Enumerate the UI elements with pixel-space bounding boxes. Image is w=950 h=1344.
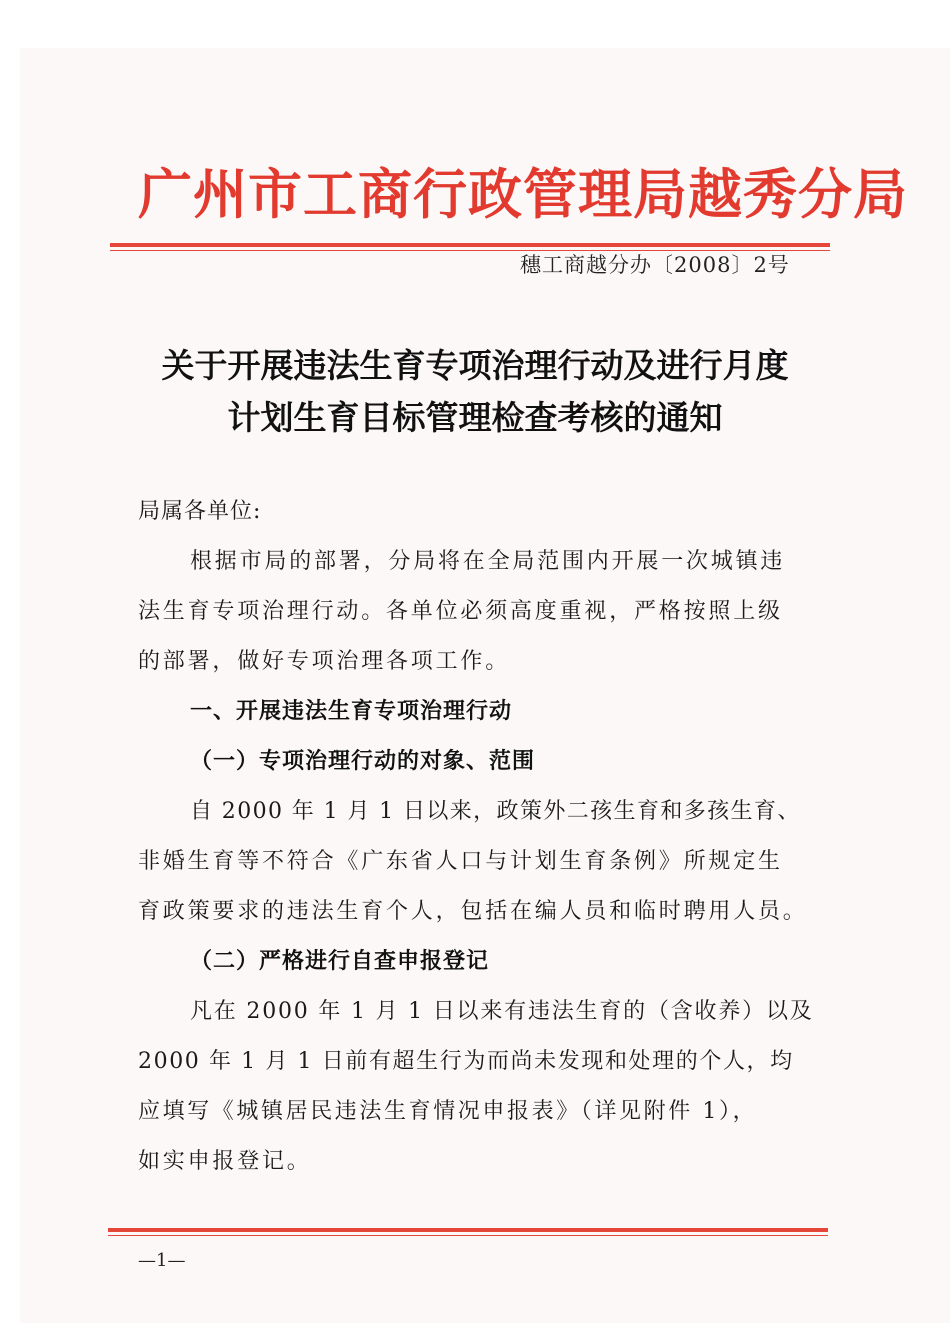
intro-line-1: 根据市局的部署，分局将在全局范围内开展一次城镇违 <box>190 549 786 574</box>
document-title-line-1: 关于开展违法生育专项治理行动及进行月度 <box>161 346 789 385</box>
section-1-1-line-3: 育政策要求的违法生育个人，包括在编人员和临时聘用人员。 <box>138 899 808 924</box>
section-1-2-line-3: 应填写《城镇居民违法生育情况申报表》（详见附件 1）， <box>138 1099 758 1124</box>
letterhead-rule-thick <box>110 243 830 247</box>
section-1-heading: 一、开展违法生育专项治理行动 <box>190 699 513 724</box>
section-1-2-heading: （二）严格进行自查申报登记 <box>190 949 490 974</box>
footer-rule-thin <box>108 1235 828 1236</box>
section-1-2-line-1: 凡在 2000 年 1 月 1 日以来有违法生育的（含收养）以及 <box>190 999 814 1024</box>
intro-line-3: 的部署，做好专项治理各项工作。 <box>138 649 511 674</box>
section-1-2-line-4: 如实申报登记。 <box>138 1149 312 1174</box>
section-1-1-line-1: 自 2000 年 1 月 1 日以来，政策外二孩生育和多孩生育、 <box>190 799 801 824</box>
document-number: 穗工商越分办〔2008〕2号 <box>520 253 790 277</box>
salutation: 局属各单位: <box>138 499 262 524</box>
agency-letterhead: 广州市工商行政管理局越秀分局 <box>138 163 908 226</box>
section-1-2-line-2: 2000 年 1 月 1 日前有超生行为而尚未发现和处理的个人，均 <box>138 1049 794 1074</box>
footer-rule-thick <box>108 1228 828 1232</box>
page-bottom-margin <box>20 1323 950 1344</box>
intro-line-2: 法生育专项治理行动。各单位必须高度重视，严格按照上级 <box>138 599 783 624</box>
document-title-line-2: 计划生育目标管理检查考核的通知 <box>227 398 723 437</box>
section-1-1-line-2: 非婚生育等不符合《广东省人口与计划生育条例》所规定生 <box>138 849 783 874</box>
document-page <box>20 48 950 1323</box>
section-1-1-heading: （一）专项治理行动的对象、范围 <box>190 749 536 774</box>
page-number: —1— <box>138 1250 186 1271</box>
